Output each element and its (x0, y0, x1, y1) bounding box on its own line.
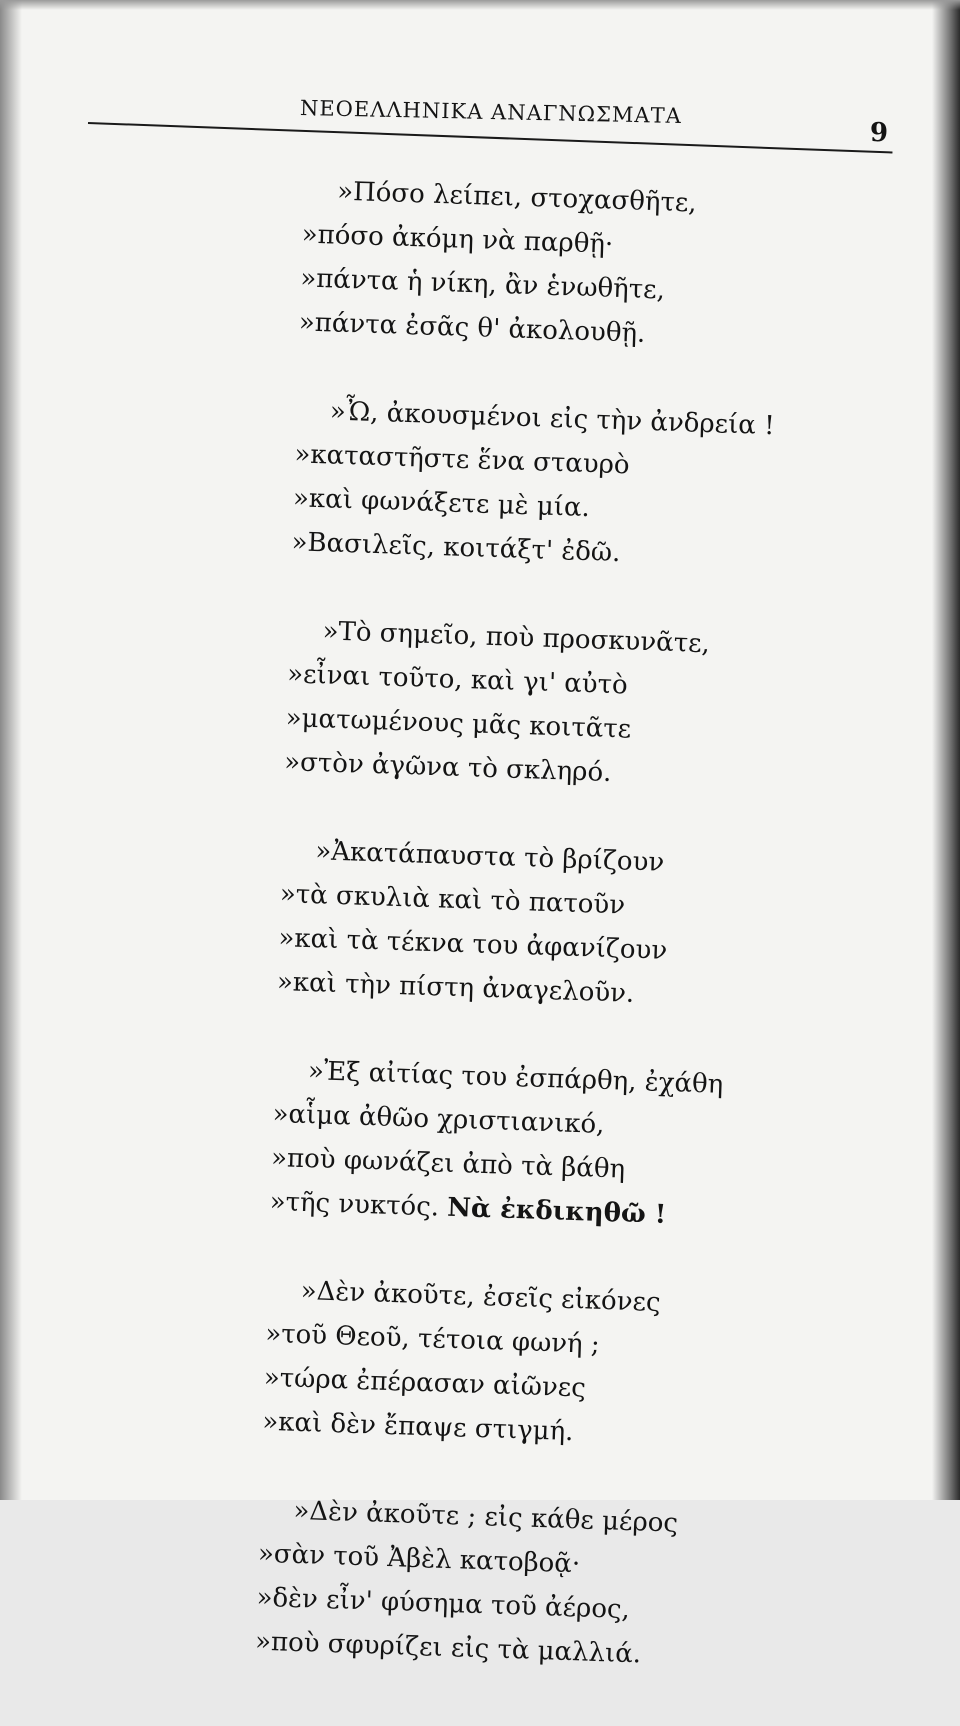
stanza-1 (284, 168, 850, 362)
verse-line: »Τὸ σημεῖο, ποὺ προσκυνᾶτε, (322, 616, 711, 660)
verse-line: »δὲν εἶν' φύσημα τοῦ ἀέρος, (256, 1582, 631, 1626)
verse-line: »πάντα ἐσᾶς θ' ἀκολουθῇ. (298, 307, 646, 349)
stanza-4 (262, 828, 828, 1022)
verse-line: »Βασιλεῖς, κοιτάξτ' ἐδῶ. (291, 527, 621, 569)
verse-line: »τώρα ἐπέρασαν αἰῶνες (263, 1362, 587, 1404)
verse-line: »καὶ τὰ τέκνα του ἀφανίζουν (277, 923, 668, 966)
verse-line: »στὸν ἀγῶνα τὸ σκληρό. (283, 747, 612, 788)
verse-line: »πάντα ἡ νίκη, ἂν ἑνωθῆτε, (299, 263, 666, 306)
header-rule (88, 122, 893, 153)
poem (239, 168, 850, 1726)
verse-line: »ποὺ φωνάζει ἀπὸ τὰ βάθη (270, 1142, 626, 1185)
verse-line: »πόσο ἀκόμη νὰ παρθῇ· (301, 219, 614, 260)
verse-line: »τὰ σκυλιὰ καὶ τὸ πατοῦν (279, 879, 626, 921)
stanza-7 (240, 1487, 806, 1681)
verse-line: »καὶ τὴν πίστη ἀναγελοῦν. (276, 967, 635, 1009)
verse-line: »Δὲν ἀκοῦτε ; εἰς κάθε μέρος (292, 1495, 679, 1539)
page-edge-shadow-left (0, 0, 22, 1500)
page-number: 9 (870, 118, 889, 148)
verse-line: »Πόσο λείπει, στοχασθῆτε, (336, 176, 698, 219)
verse-line: »σὰν τοῦ Ἀβὲλ κατοβοᾷ· (257, 1538, 581, 1580)
verse-emphasis: Νὰ ἐκδικηθῶ ! (446, 1192, 667, 1231)
verse-line: »εἶναι τοῦτο, καὶ γι' αὐτὸ (286, 659, 629, 701)
verse-line: »Ὦ, ἀκουσμένοι εἰς τὴν ἀνδρεία ! (329, 396, 776, 442)
verse-line: »ποὺ σφυρίζει εἰς τὰ μαλλιά. (254, 1626, 642, 1670)
verse-line: »Ἀκατάπαυστα τὸ βρίζουν (314, 836, 665, 878)
verse-line: »αἷμα ἀθῶο χριστιανικό, (272, 1098, 605, 1140)
verse-line: »Δὲν ἀκοῦτε, ἐσεῖς εἰκόνες (300, 1275, 662, 1318)
verse-line: »καὶ φωνάξετε μὲ μία. (292, 483, 591, 524)
running-head: ΝΕΟΕΛΛΗΝΙΚΑ ΑΝΑΓΝΩΣΜΑΤΑ (299, 96, 683, 128)
stanza-5 (255, 1048, 821, 1242)
verse-line: »Ἐξ αἰτίας του ἐσπάρθη, ἐχάθη (307, 1056, 724, 1100)
page-edge-shadow-right (932, 0, 960, 1500)
verse-line: »ματωμένους μᾶς κοιτᾶτε (285, 703, 632, 745)
stanza-2 (277, 388, 843, 582)
verse-line: »καταστῆστε ἕνα σταυρὸ (294, 439, 631, 481)
stanza-6 (248, 1267, 814, 1461)
verse-line: »καὶ δὲν ἔπαψε στιγμή. (261, 1406, 574, 1448)
stanza-3 (270, 608, 836, 802)
verse-line-text: »τῆς νυκτός. (269, 1186, 440, 1223)
page-edge-shadow-top (0, 0, 960, 10)
verse-line: »τοῦ Θεοῦ, τέτοια φωνή ; (264, 1318, 601, 1360)
